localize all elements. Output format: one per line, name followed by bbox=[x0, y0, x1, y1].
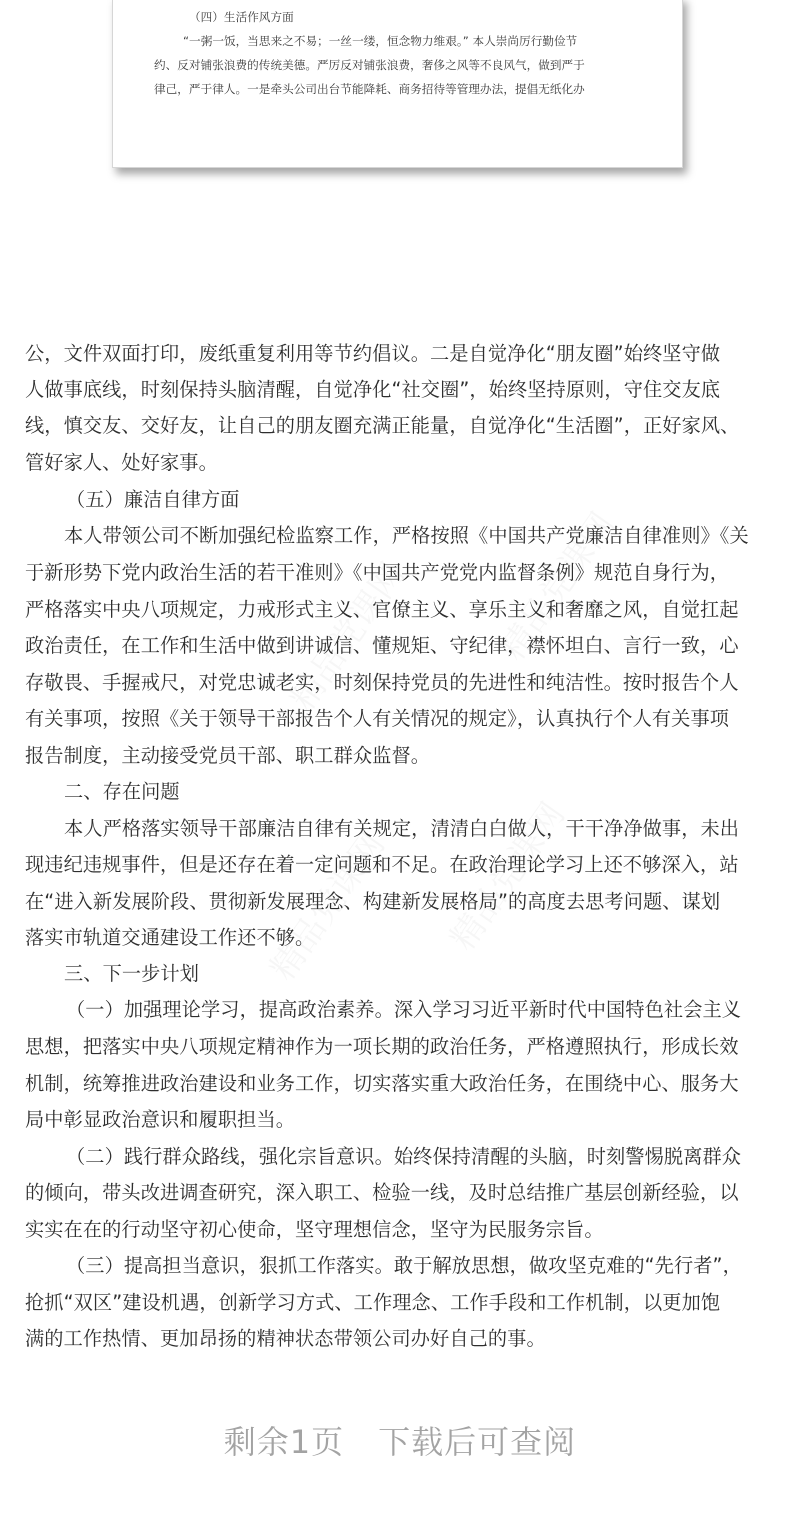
paragraph-line: 管好家人、处好家事。 bbox=[25, 451, 218, 474]
paragraph-line: 思想，把落实中央八项规定精神作为一项长期的政治任务，严格遵照执行，形成长效 bbox=[25, 1035, 739, 1058]
paragraph-line: 现违纪违规事件，但是还存在着一定问题和不足。在政治理论学习上还不够深入，站 bbox=[25, 853, 739, 876]
paragraph-line: 落实市轨道交通建设工作还不够。 bbox=[25, 926, 315, 949]
paragraph-line: （一）加强理论学习，提高政治素养。深入学习习近平新时代中国特色社会主义 bbox=[66, 998, 742, 1021]
paragraph-line: 报告制度，主动接受党员干部、职工群众监督。 bbox=[25, 744, 431, 767]
section-heading-next-plan: 三、下一步计划 bbox=[64, 962, 200, 985]
preview-paragraph-line: “一粥一饭，当思来之不易；一丝一缕，恒念物力维艰。” 本人崇尚厉行勤俭节 bbox=[183, 34, 578, 48]
paragraph-line: 满的工作热情、更加昂扬的精神状态带领公司办好自己的事。 bbox=[25, 1327, 546, 1350]
paragraph-line: 存敬畏、手握戒尺，对党忠诚老实，时刻保持党员的先进性和纯洁性。按时报告个人 bbox=[25, 671, 739, 694]
paragraph-line: 有关事项，按照《关于领导干部报告个人有关情况的规定》，认真执行个人有关事项 bbox=[25, 707, 730, 730]
paragraph-line: 在“进入新发展阶段、贯彻新发展理念、构建新发展格局”的高度去思考问题、谋划 bbox=[25, 890, 721, 913]
download-to-view-label: 下载后可查阅 bbox=[378, 1423, 577, 1461]
paragraph-line: 抢抓“双区”建设机遇，创新学习方式、工作理念、工作手段和工作机制，以更加饱 bbox=[25, 1291, 721, 1314]
paragraph-line: 局中彰显政治意识和履职担当。 bbox=[25, 1108, 296, 1131]
paragraph-line: 于新形势下党内政治生活的若干准则》《中国共产党党内监督条例》规范自身行为， bbox=[25, 561, 730, 584]
preview-paragraph-line: 律己，严于律人。一是牵头公司出台节能降耗、商务招待等管理办法，提倡无纸化办 bbox=[154, 82, 585, 96]
section-heading-lianjie: （五）廉洁自律方面 bbox=[66, 488, 240, 511]
preview-paragraph-line: 约、反对铺张浪费的传统美德。严厉反对铺张浪费，奢侈之风等不良风气，做到严于 bbox=[154, 58, 585, 72]
document-preview-page bbox=[112, 0, 683, 168]
remaining-pages-notice[interactable] bbox=[0, 1417, 800, 1463]
paragraph-line: 实实在在的行动坚守初心使命，坚守理想信念，坚守为民服务宗旨。 bbox=[25, 1218, 604, 1241]
paragraph-line: （二）践行群众路线，强化宗旨意识。始终保持清醒的头脑，时刻警惕脱离群众 bbox=[66, 1145, 742, 1168]
paragraph-line: 本人带领公司不断加强纪检监察工作，严格按照《中国共产党廉洁自律准则》《关 bbox=[64, 524, 749, 547]
section-heading-problems: 二、存在问题 bbox=[64, 780, 180, 803]
paragraph-line: 机制，统筹推进政治建设和业务工作，切实落实重大政治任务，在围绕中心、服务大 bbox=[25, 1072, 739, 1095]
preview-section-heading: （四）生活作风方面 bbox=[189, 10, 294, 24]
remaining-pages-label: 剩余1页 bbox=[223, 1423, 345, 1461]
paragraph-line: 严格落实中央八项规定，力戒形式主义、官僚主义、享乐主义和奢靡之风，自觉扛起 bbox=[25, 598, 739, 621]
paragraph-line: 人做事底线，时刻保持头脑清醒，自觉净化“社交圈”，始终坚持原则，守住交友底 bbox=[25, 378, 721, 401]
paragraph-line: 公，文件双面打印，废纸重复利用等节约倡议。二是自觉净化“朋友圈”始终坚守做 bbox=[25, 342, 721, 365]
paragraph-line: （三）提高担当意识，狠抓工作落实。敢于解放思想，做攻坚克难的“先行者”， bbox=[66, 1254, 742, 1277]
paragraph-line: 政治责任，在工作和生活中做到讲诚信、懂规矩、守纪律，襟怀坦白、言行一致，心 bbox=[25, 634, 739, 657]
paragraph-line: 线，慎交友、交好友，让自己的朋友圈充满正能量，自觉净化“生活圈”，正好家风、 bbox=[25, 414, 740, 437]
paragraph-line: 的倾向，带头改进调查研究，深入职工、检验一线，及时总结推广基层创新经验，以 bbox=[25, 1181, 739, 1204]
paragraph-line: 本人严格落实领导干部廉洁自律有关规定，清清白白做人，干干净净做事，未出 bbox=[64, 817, 740, 840]
